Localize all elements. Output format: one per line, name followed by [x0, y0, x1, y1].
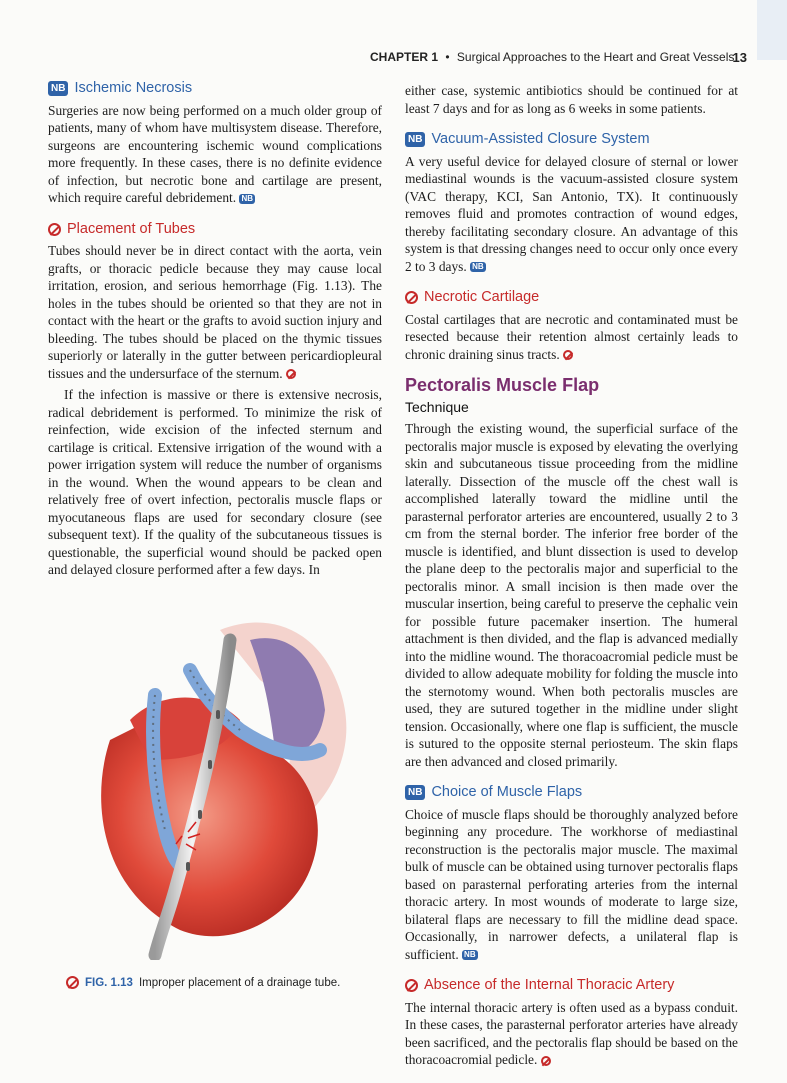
page-number: 13 — [732, 50, 747, 65]
technique-paragraph: Through the existing wound, the superficial surface of the pectoralis major muscle is exposed by elevating the overlying skin and subcutaneous tissue proceeding from the midline laterally. Dissection of the muscle off the chest wall is accomplished laterally toward the midline until the parasternal perforator arteries are encountered, usually 2 to 3 cm from the sternal border. The inferior free border of the muscle is identified, and blunt dissection is used to develop the plane deep to the pectoralis major and superficial to the pectoralis minor. A small incision is then made over the muscular insertion, being careful to preserve the cephalic vein for possible future pacemaker insertion. The humeral attachment is then divided, and the flap is advanced medially into the midline wound. The thoracoacromial pedicle must be divided to allow adequate mobility for folding the muscle into the sternotomy wound. When both pectoralis muscles are used, they are sutured together in the midline under slight tension. Occasionally, where one flap is sufficient, the muscle is sutured to the opposite sternal periosteum. The skin flaps are then advanced and closed primarily. — [405, 421, 738, 769]
nb-end-icon: NB — [241, 193, 254, 203]
paragraph-text: Tubes should never be in direct contact with the aorta, vein grafts, or thoracic pedicle because they may cause local irritation, erosion, and serious hemorrhage (Fig. 1.13). The holes in the tubes should be oriented so that they are not in contact with the heart or the grafts to avoid suction injury and bleeding. The tubes should be placed on the thymic tissues superiorly or laterally in the gutter between pericardiopleural tissues and the undersurface of the sternum. — [48, 243, 382, 381]
necrotic-cartilage-heading — [405, 289, 738, 307]
pectoralis-muscle-flap-heading: Pectoralis Muscle Flap — [405, 375, 600, 395]
caution-end-icon — [541, 1056, 551, 1066]
caution-end-icon — [563, 350, 573, 360]
heading-text: Necrotic Cartilage — [424, 289, 540, 305]
caution-end-icon — [286, 369, 296, 379]
paragraph-text: Choice of muscle flaps should be thoroughly analyzed before beginning any procedure. The workhorse of mediastinal reconstruction is the pectoralis major muscle. The maximal bulk of muscle can be obtained using turnover pectoralis flaps based on parasternal perforating arteries from the internal thoracic artery. In most wounds of moderate to large size, bilateral flaps are necessary to fill the midline dead space. Occasionally, in narrower defects, a unilateral flap is sufficient. — [405, 806, 738, 962]
absence-ita-paragraph — [405, 999, 738, 1069]
placement-of-tubes-heading — [48, 221, 382, 239]
paragraph-text: The internal thoracic artery is often used as a bypass conduit. In these cases, the parasternal perforator arteries have already been sacrificed, and the pectoralis flap should be based on the thoracoacromial pedicle. — [405, 999, 738, 1067]
heading-text: Choice of Muscle Flaps — [431, 784, 583, 800]
chapter-title: Surgical Approaches to the Heart and Great Vessels — [456, 50, 735, 64]
caution-icon — [66, 976, 79, 989]
ischemic-necrosis-paragraph — [48, 102, 382, 207]
caution-icon — [48, 223, 61, 236]
nb-icon: NB — [405, 785, 425, 800]
vac-system-heading — [405, 131, 738, 149]
left-column — [48, 80, 382, 593]
vac-system-paragraph — [405, 153, 738, 276]
caution-icon — [405, 979, 418, 992]
header-bullet: • — [445, 50, 450, 64]
heart-illustration — [70, 600, 370, 960]
paragraph-text: Costal cartilages that are necrotic and contaminated must be resected because their retention almost certainly leads to chronic draining sinus tracts. — [405, 311, 738, 362]
continued-paragraph: either case, systemic antibiotics should be continued for at least 7 days and for as long as 6 weeks in some patients. — [405, 83, 738, 116]
heading-text: Vacuum-Assisted Closure System — [431, 131, 650, 147]
paragraph-text: Surgeries are now being performed on a much older group of patients, many of whom have multisystem disease. Therefore, surgeons are encountering ischemic wound complications more frequently. In these cases, there is no definite evidence of infection, but necrotic bone and cartilage are present, which require careful debridement. — [48, 102, 382, 205]
nb-icon: NB — [405, 132, 425, 147]
nb-end-icon: NB — [472, 262, 484, 272]
debridement-paragraph: If the infection is massive or there is extensive necrosis, radical debridement is performed. To minimize the risk of reinfection, wide excision of the infected sternum and cartilage is critical. Extensive irrigation of the wound with a power irrigation system will reduce the number of organisms in the wound. When the wound appears to be clean and relatively free of overt infection, pectoralis muscle flaps or myocutaneous flaps are used for secondary closure (see subsequent text). If the quality of the subcutaneous tissues is questionable, the superficial wound should be packed open and delayed closure performed after a few days. In — [48, 387, 382, 577]
paragraph-text: A very useful device for delayed closure of sternal or lower mediastinal wounds is the vacuum-assisted closure system (VAC therapy, KCI, San Antonio, TX). It continuously removes fluid and promotes contraction of wound edges, thereby facilitating secondary closure. An advantage of this system is that dressing changes need to occur only once every 2 to 3 days. — [405, 153, 738, 274]
placement-of-tubes-paragraph — [48, 242, 382, 382]
heading-text: Absence of the Internal Thoracic Artery — [424, 977, 675, 993]
absence-ita-heading — [405, 977, 738, 995]
figure-caption — [66, 976, 340, 989]
nb-icon: NB — [48, 81, 68, 96]
right-column — [405, 82, 738, 1083]
page-tab-strip — [757, 0, 787, 60]
chapter-label: CHAPTER 1 — [370, 50, 439, 64]
heading-text: Ischemic Necrosis — [74, 80, 193, 96]
nb-end-icon: NB — [464, 950, 476, 960]
caption-text: Improper placement of a drainage tube. — [138, 976, 341, 989]
caution-icon — [405, 291, 418, 304]
heading-text: Placement of Tubes — [67, 220, 196, 237]
ischemic-necrosis-heading — [48, 80, 382, 98]
choice-of-muscle-flaps-heading — [405, 784, 738, 802]
technique-subheading: Technique — [405, 398, 469, 415]
figure-label: FIG. 1.13 — [85, 976, 133, 989]
necrotic-cartilage-paragraph — [405, 311, 738, 364]
choice-of-muscle-flaps-paragraph — [405, 806, 738, 964]
figure-drainage-tube-illustration — [70, 600, 370, 960]
running-header — [370, 50, 747, 64]
